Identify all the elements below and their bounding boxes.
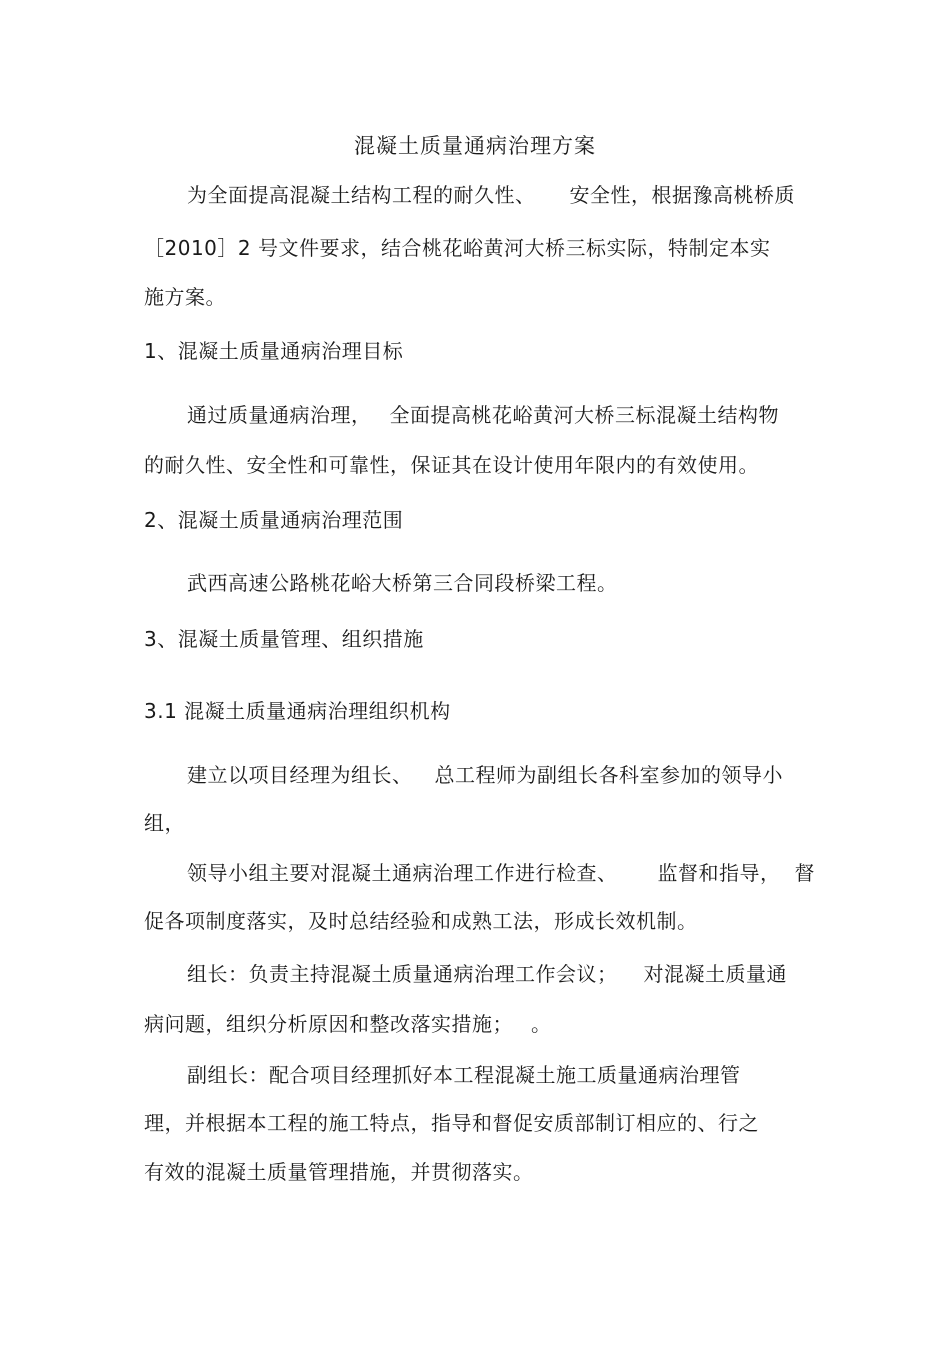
- p3-line-1a: 组长：负责主持混凝土质量通病治理工作会议；: [187, 962, 618, 986]
- section-1-line-2: 的耐久性、安全性和可靠性，保证其在设计使用年限内的有效使用。: [144, 453, 759, 477]
- p3-line-2a: 病问题，组织分析原因和整改落实措施；: [144, 1012, 513, 1036]
- section-3-1-p2-line-1: [187, 859, 815, 887]
- p2-line-1a: 领导小组主要对混凝土通病治理工作进行检查、: [187, 861, 618, 885]
- section-3-1-p2-line-2: 促各项制度落实，及时总结经验和成熟工法，形成长效机制。: [144, 909, 698, 933]
- intro-line-1b: 安全性，根据豫高桃桥质: [569, 183, 795, 207]
- section-3-heading: 3、混凝土质量管理、组织措施: [144, 627, 424, 651]
- p2-line-1b: 监督和指导，: [657, 861, 781, 885]
- section-3-1-p4-line-3: 有效的混凝土质量管理措施，并贯彻落实。: [144, 1160, 534, 1184]
- section-3-1-heading: 3.1 混凝土质量通病治理组织机构: [144, 699, 451, 723]
- intro-line-3: 施方案。: [144, 285, 226, 309]
- p1-line-1a: 建立以项目经理为组长、: [187, 763, 413, 787]
- p3-line-1b: 对混凝土质量通: [643, 962, 787, 986]
- p2-line-1c: 督: [794, 861, 815, 885]
- document-title: 混凝土质量通病治理方案: [354, 134, 596, 158]
- section-2-line-1: 武西高速公路桃花峪大桥第三合同段桥梁工程。: [187, 571, 618, 595]
- section-1-heading: 1、混凝土质量通病治理目标: [144, 339, 404, 363]
- section-3-1-p1-line-1: [187, 761, 783, 789]
- section-2-heading: 2、混凝土质量通病治理范围: [144, 508, 404, 532]
- section-3-1-p4-line-2: 理，并根据本工程的施工特点，指导和督促安质部制订相应的、行之: [144, 1111, 759, 1135]
- intro-line-1: [187, 181, 795, 209]
- section-3-1-p4-line-1: 副组长：配合项目经理抓好本工程混凝土施工质量通病治理管: [187, 1063, 741, 1087]
- section-3-1-p1-line-2: 组，: [144, 811, 185, 835]
- section-1-line-1b: 全面提高桃花峪黄河大桥三标混凝土结构物: [389, 403, 779, 427]
- p1-line-1b: 总工程师为副组长各科室参加的领导小: [434, 763, 783, 787]
- intro-line-1a: 为全面提高混凝土结构工程的耐久性、: [187, 183, 536, 207]
- section-3-1-p3-line-2: [144, 1010, 552, 1038]
- intro-line-2: ［2010］2 号文件要求，结合桃花峪黄河大桥三标实际，特制定本实: [144, 236, 771, 260]
- p3-line-2b: 。: [531, 1012, 552, 1036]
- section-1-line-1a: 通过质量通病治理，: [187, 403, 372, 427]
- section-1-line-1: [187, 401, 779, 429]
- section-3-1-p3-line-1: [187, 960, 787, 988]
